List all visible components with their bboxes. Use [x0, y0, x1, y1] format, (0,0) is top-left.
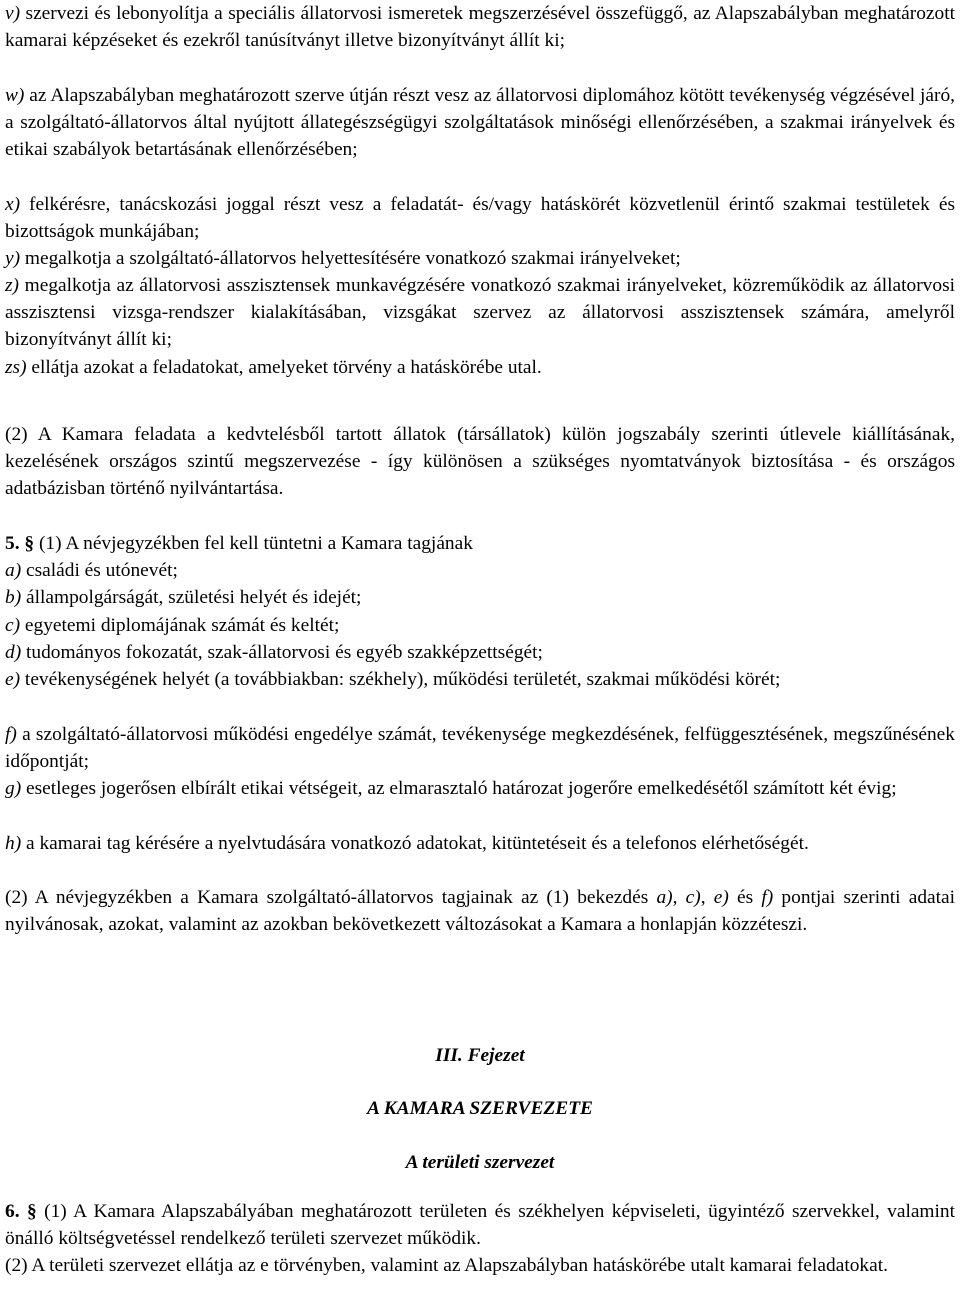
item-letter: f): [5, 724, 17, 745]
item-letter: v): [5, 3, 21, 24]
list-item-w: [5, 82, 955, 164]
point-ref: e): [713, 887, 729, 908]
item-text: családi és utónevét;: [21, 560, 178, 581]
section-6-paragraph-2: (2) A területi szervezet ellátja az e törvényben, valamint az Alapszabályban hatáskörébe utalt kamarai feladatokat.: [5, 1255, 888, 1276]
item-text: állampolgárságát, születési helyét és idejét;: [21, 587, 362, 608]
section-6-paragraph-1: [5, 1198, 955, 1252]
item-letter: x): [5, 194, 21, 215]
item-letter: zs): [5, 357, 27, 378]
section-number: 5.: [5, 533, 20, 554]
list-item-b: [5, 584, 955, 611]
list-item-h: [5, 830, 955, 857]
paragraph-kamara-feladata: (2) A Kamara feladata a kedvtelésből tartott állatok (társállatok) külön jogszabály szerinti útlevele kiállításának, kezelésének országos szintű megszervezése - így különösen a szükséges nyomtatványok biztosítása - és országos adatbázisban történő nyilvántartása.: [5, 424, 955, 500]
section-text: (1) A Kamara Alapszabályában meghatározott területen és székhelyen képviseleti, ügyintéző szervekkel, valamint önálló költségvetéssel rendelkező területi szervezet működik.: [5, 1201, 955, 1250]
item-letter: w): [5, 85, 25, 106]
item-letter: d): [5, 642, 22, 663]
item-text: ellátja azokat a feladatokat, amelyeket törvény a hatáskörébe utal.: [26, 357, 542, 378]
section-5-paragraph-2: [5, 884, 955, 938]
list-item-e: [5, 666, 955, 693]
item-letter: y): [5, 248, 21, 269]
section-5-intro: [5, 530, 955, 557]
list-item-zs: [5, 354, 955, 381]
point-ref: c): [685, 887, 701, 908]
item-text: megalkotja a szolgáltató-állatorvos helyettesítésére vonatkozó szakmai irányelveket;: [20, 248, 681, 269]
text-run: és: [728, 887, 762, 908]
text-run: pontjai szerinti adatai nyilvánosak, azokat, valamint az azokban bekövetkezett változásokat a Kamara a honlapján közzéteszi.: [5, 887, 956, 936]
item-text: megalkotja az állatorvosi asszisztensek munkavégzésére vonatkozó szakmai irányelveket, közreműködik az állatorvosi asszisztensi vizsga-rendszer kialakításában, vizsgákat szervez az állatorvosi asszisztensek számára, amelyről bizonyítványt állít ki;: [5, 275, 955, 351]
chapter-subtitle: A területi szervezet: [405, 1152, 555, 1173]
item-text: szervezi és lebonyolítja a speciális állatorvosi ismeretek megszerzésével összefüggő, az Alapszabályban meghatározott kamarai képzéseket és ezekről tanúsítványt illetve bizonyítványt állít ki;: [5, 3, 955, 52]
item-letter: h): [5, 833, 22, 854]
list-item-c: [5, 612, 955, 639]
list-item-x: [5, 191, 955, 245]
list-item-d: [5, 639, 955, 666]
item-text: a szolgáltató-állatorvosi működési engedélye számát, tevékenysége megkezdésének, felfüggesztésének, megszűnésének időpontját;: [5, 724, 955, 773]
list-item-g: [5, 775, 955, 802]
list-item-v: [5, 0, 955, 54]
list-item-f: [5, 721, 955, 775]
text-run: ,: [672, 887, 686, 908]
text-run: (2) A névjegyzékben a Kamara szolgáltató-állatorvos tagjainak az (1) bekezdés: [5, 887, 657, 908]
item-letter: c): [5, 615, 21, 636]
chapter-title: A KAMARA SZERVEZETE: [367, 1098, 593, 1119]
list-item-a: [5, 557, 955, 584]
item-letter: e): [5, 669, 21, 690]
item-text: felkérésre, tanácskozási joggal részt vesz a feladatát- és/vagy hatáskörét közvetlenül érintő szakmai testületek és bizottságok munkájában;: [5, 194, 955, 243]
point-ref: f): [761, 887, 774, 908]
point-ref: a): [656, 887, 673, 908]
item-text: tudományos fokozatát, szak-állatorvosi és egyéb szakképzettségét;: [21, 642, 543, 663]
item-text: a kamarai tag kérésére a nyelvtudására vonatkozó adatokat, kitüntetéseit és a telefonos elérhetőségét.: [21, 833, 809, 854]
section-number: 6.: [5, 1201, 20, 1222]
item-text: esetleges jogerősen elbírált etikai vétségeit, az elmarasztaló határozat jogerőre emelkedésétől számított két évig;: [21, 778, 897, 799]
item-letter: a): [5, 560, 22, 581]
item-letter: g): [5, 778, 22, 799]
text-run: ,: [700, 887, 714, 908]
section-sign: §: [24, 533, 35, 554]
item-text: egyetemi diplomájának számát és keltét;: [20, 615, 340, 636]
section-intro-text: (1) A névjegyzékben fel kell tüntetni a Kamara tagjának: [34, 533, 473, 554]
item-letter: z): [5, 275, 20, 296]
item-text: az Alapszabályban meghatározott szerve útján részt vesz az állatorvosi diplomához kötött tevékenység végzésével járó, a szolgáltató-állatorvos által nyújtott állategészségügyi szolgáltatások minőségi ellenőrzésében, a szakmai irányelvek és etikai szabályok betartásának ellenőrzésében;: [5, 85, 955, 161]
item-letter: b): [5, 587, 22, 608]
chapter-number: III. Fejezet: [435, 1045, 525, 1066]
list-item-y: [5, 245, 955, 272]
list-item-z: [5, 272, 955, 354]
section-sign: §: [26, 1201, 37, 1222]
item-text: tevékenységének helyét (a továbbiakban: székhely), működési területét, szakmai működési körét;: [20, 669, 781, 690]
